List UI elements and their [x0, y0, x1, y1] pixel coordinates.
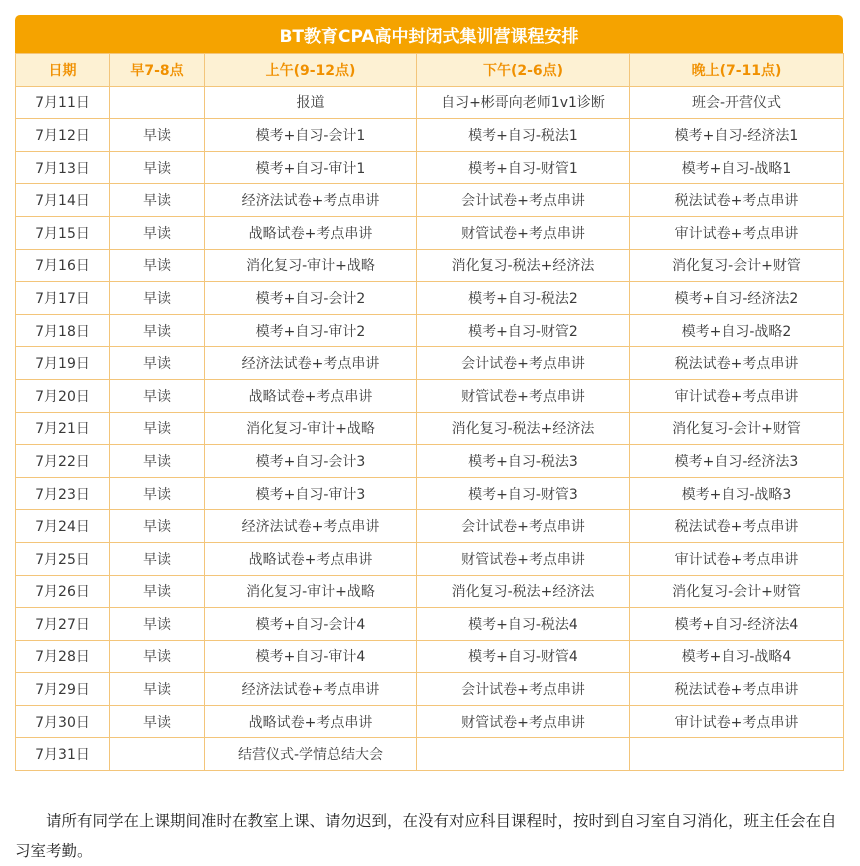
cell-date: 7月20日: [16, 379, 110, 412]
cell-evening: 税法试卷+考点串讲: [630, 347, 844, 380]
cell-afternoon: 模考+自习-税法4: [417, 608, 630, 641]
cell-early: 早读: [110, 477, 205, 510]
cell-early: [110, 738, 205, 771]
header-date: 日期: [16, 54, 110, 87]
cell-date: 7月25日: [16, 542, 110, 575]
cell-early: 早读: [110, 542, 205, 575]
table-row: [16, 282, 844, 315]
cell-date: 7月29日: [16, 673, 110, 706]
cell-evening: 模考+自习-战略3: [630, 477, 844, 510]
table-row: [16, 151, 844, 184]
cell-evening: 模考+自习-经济法4: [630, 608, 844, 641]
cell-afternoon: 消化复习-税法+经济法: [417, 575, 630, 608]
cell-early: 早读: [110, 640, 205, 673]
cell-afternoon: 财管试卷+考点串讲: [417, 216, 630, 249]
cell-evening: 模考+自习-战略2: [630, 314, 844, 347]
cell-morning: 经济法试卷+考点串讲: [205, 510, 417, 543]
cell-evening: 模考+自习-经济法3: [630, 445, 844, 478]
cell-early: 早读: [110, 510, 205, 543]
cell-early: 早读: [110, 184, 205, 217]
cell-early: 早读: [110, 705, 205, 738]
table-row: [16, 249, 844, 282]
cell-date: 7月11日: [16, 86, 110, 119]
table-row: [16, 379, 844, 412]
cell-morning: 模考+自习-审计4: [205, 640, 417, 673]
cell-morning: 战略试卷+考点串讲: [205, 216, 417, 249]
schedule-sheet: [15, 15, 843, 771]
cell-date: 7月28日: [16, 640, 110, 673]
header-morning: 上午(9-12点): [205, 54, 417, 87]
cell-evening: 模考+自习-经济法1: [630, 119, 844, 152]
schedule-table: [15, 53, 844, 771]
cell-date: 7月23日: [16, 477, 110, 510]
cell-afternoon: 自习+彬哥向老师1v1诊断: [417, 86, 630, 119]
cell-afternoon: 模考+自习-财管3: [417, 477, 630, 510]
cell-morning: 经济法试卷+考点串讲: [205, 347, 417, 380]
header-afternoon: 下午(2-6点): [417, 54, 630, 87]
cell-afternoon: 模考+自习-财管1: [417, 151, 630, 184]
cell-morning: 战略试卷+考点串讲: [205, 379, 417, 412]
cell-morning: 结营仪式-学情总结大会: [205, 738, 417, 771]
cell-date: 7月19日: [16, 347, 110, 380]
table-row: [16, 216, 844, 249]
cell-early: 早读: [110, 412, 205, 445]
cell-early: 早读: [110, 282, 205, 315]
header-row: [16, 54, 844, 87]
table-row: [16, 673, 844, 706]
table-row: [16, 86, 844, 119]
cell-afternoon: 模考+自习-税法3: [417, 445, 630, 478]
cell-date: 7月26日: [16, 575, 110, 608]
header-evening: 晚上(7-11点): [630, 54, 844, 87]
cell-early: 早读: [110, 314, 205, 347]
cell-evening: 模考+自习-战略4: [630, 640, 844, 673]
cell-early: 早读: [110, 608, 205, 641]
cell-evening: [630, 738, 844, 771]
table-row: [16, 608, 844, 641]
cell-date: 7月18日: [16, 314, 110, 347]
cell-afternoon: 会计试卷+考点串讲: [417, 347, 630, 380]
cell-early: [110, 86, 205, 119]
cell-afternoon: 财管试卷+考点串讲: [417, 705, 630, 738]
cell-morning: 战略试卷+考点串讲: [205, 542, 417, 575]
cell-early: 早读: [110, 445, 205, 478]
cell-evening: 税法试卷+考点串讲: [630, 673, 844, 706]
cell-morning: 战略试卷+考点串讲: [205, 705, 417, 738]
table-row: [16, 347, 844, 380]
cell-morning: 模考+自习-会计3: [205, 445, 417, 478]
cell-date: 7月22日: [16, 445, 110, 478]
table-row: [16, 119, 844, 152]
cell-afternoon: 会计试卷+考点串讲: [417, 184, 630, 217]
cell-early: 早读: [110, 379, 205, 412]
cell-evening: 模考+自习-战略1: [630, 151, 844, 184]
cell-morning: 消化复习-审计+战略: [205, 249, 417, 282]
cell-evening: 消化复习-会计+财管: [630, 249, 844, 282]
cell-afternoon: 模考+自习-财管2: [417, 314, 630, 347]
cell-date: 7月12日: [16, 119, 110, 152]
cell-afternoon: 会计试卷+考点串讲: [417, 673, 630, 706]
cell-morning: 消化复习-审计+战略: [205, 412, 417, 445]
table-row: [16, 412, 844, 445]
cell-morning: 模考+自习-会计1: [205, 119, 417, 152]
cell-morning: 模考+自习-会计2: [205, 282, 417, 315]
cell-afternoon: 消化复习-税法+经济法: [417, 412, 630, 445]
cell-afternoon: [417, 738, 630, 771]
header-early: 早7-8点: [110, 54, 205, 87]
table-row: [16, 705, 844, 738]
cell-date: 7月14日: [16, 184, 110, 217]
cell-date: 7月24日: [16, 510, 110, 543]
table-row: [16, 510, 844, 543]
cell-date: 7月30日: [16, 705, 110, 738]
cell-early: 早读: [110, 249, 205, 282]
cell-early: 早读: [110, 119, 205, 152]
table-row: [16, 640, 844, 673]
cell-morning: 模考+自习-会计4: [205, 608, 417, 641]
cell-evening: 班会-开营仪式: [630, 86, 844, 119]
table-row: [16, 477, 844, 510]
cell-afternoon: 模考+自习-财管4: [417, 640, 630, 673]
cell-morning: 模考+自习-审计3: [205, 477, 417, 510]
cell-morning: 经济法试卷+考点串讲: [205, 184, 417, 217]
schedule-title: BT教育CPA高中封闭式集训营课程安排: [15, 15, 843, 53]
cell-morning: 经济法试卷+考点串讲: [205, 673, 417, 706]
cell-date: 7月17日: [16, 282, 110, 315]
cell-morning: 模考+自习-审计2: [205, 314, 417, 347]
table-row: [16, 184, 844, 217]
cell-early: 早读: [110, 347, 205, 380]
cell-evening: 税法试卷+考点串讲: [630, 510, 844, 543]
cell-evening: 消化复习-会计+财管: [630, 575, 844, 608]
cell-evening: 审计试卷+考点串讲: [630, 705, 844, 738]
cell-evening: 消化复习-会计+财管: [630, 412, 844, 445]
cell-date: 7月21日: [16, 412, 110, 445]
cell-afternoon: 模考+自习-税法2: [417, 282, 630, 315]
cell-afternoon: 消化复习-税法+经济法: [417, 249, 630, 282]
cell-evening: 审计试卷+考点串讲: [630, 216, 844, 249]
cell-evening: 审计试卷+考点串讲: [630, 379, 844, 412]
attendance-note: 请所有同学在上课期间准时在教室上课、请勿迟到，在没有对应科目课程时，按时到自习室自习消化，班主任会在自习室考勤。: [15, 811, 837, 860]
schedule-body: [16, 86, 844, 770]
table-row: [16, 542, 844, 575]
cell-date: 7月27日: [16, 608, 110, 641]
cell-early: 早读: [110, 151, 205, 184]
cell-morning: 消化复习-审计+战略: [205, 575, 417, 608]
cell-afternoon: 会计试卷+考点串讲: [417, 510, 630, 543]
cell-morning: 报道: [205, 86, 417, 119]
cell-afternoon: 财管试卷+考点串讲: [417, 542, 630, 575]
table-row: [16, 738, 844, 771]
table-row: [16, 575, 844, 608]
cell-early: 早读: [110, 216, 205, 249]
cell-afternoon: 模考+自习-税法1: [417, 119, 630, 152]
cell-date: 7月16日: [16, 249, 110, 282]
cell-early: 早读: [110, 673, 205, 706]
cell-date: 7月31日: [16, 738, 110, 771]
cell-date: 7月13日: [16, 151, 110, 184]
cell-evening: 模考+自习-经济法2: [630, 282, 844, 315]
cell-morning: 模考+自习-审计1: [205, 151, 417, 184]
cell-afternoon: 财管试卷+考点串讲: [417, 379, 630, 412]
table-row: [16, 445, 844, 478]
table-row: [16, 314, 844, 347]
cell-evening: 税法试卷+考点串讲: [630, 184, 844, 217]
cell-date: 7月15日: [16, 216, 110, 249]
cell-early: 早读: [110, 575, 205, 608]
cell-evening: 审计试卷+考点串讲: [630, 542, 844, 575]
